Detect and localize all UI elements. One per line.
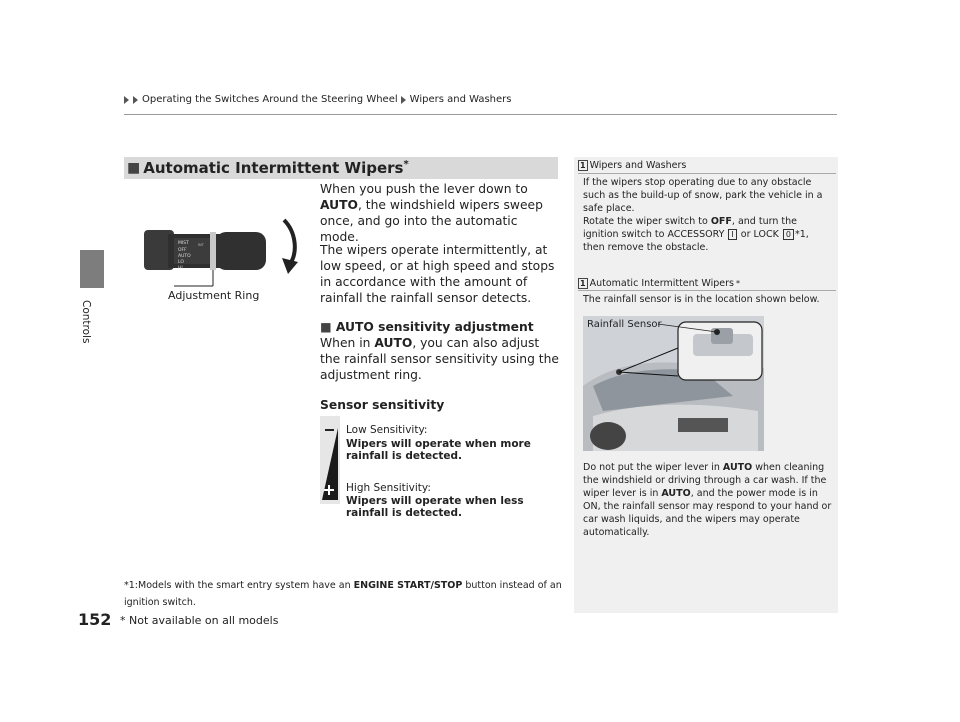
note-heading: 1 Automatic Intermittent Wipers * <box>580 278 740 289</box>
wiper-lever-illustration <box>124 182 308 299</box>
note-heading: 1 Wipers and Washers <box>580 160 687 171</box>
square-bullet-icon: ■ <box>127 160 141 176</box>
sensitivity-gauge <box>320 416 340 504</box>
svg-text:INT: INT <box>198 243 204 247</box>
square-bullet-icon: ■ <box>320 320 336 334</box>
high-sensitivity-title: High Sensitivity: <box>346 482 431 494</box>
svg-text:LO: LO <box>178 260 184 265</box>
note-divider <box>578 173 836 174</box>
section-heading <box>124 157 558 179</box>
low-sensitivity-title: Low Sensitivity: <box>346 424 428 436</box>
arrow-right-icon <box>124 96 129 104</box>
arrow-right-icon <box>133 96 138 104</box>
chapter-tab-marker <box>80 250 104 288</box>
rainfall-sensor-illustration <box>583 316 764 451</box>
section-title: Automatic Intermittent Wipers* <box>143 159 409 177</box>
breadcrumb-item: Wipers and Washers <box>409 94 512 105</box>
svg-text:OFF: OFF <box>178 248 187 253</box>
svg-text:AUTO: AUTO <box>178 254 191 259</box>
note-reference-icon: 1 <box>580 279 586 288</box>
breadcrumb-item: Operating the Switches Around the Steering Wheel <box>142 94 398 105</box>
footnote: *1:Models with the smart entry system have an ENGINE START/STOP button instead of an ignition switch. <box>124 580 562 608</box>
paragraph-operation: The wipers operate intermittently, at low speed, or at high speed and stops in accordance with the amount of rainfall the rainfall sensor detects. <box>320 243 555 305</box>
sensor-sensitivity-heading: Sensor sensitivity <box>320 398 445 412</box>
header-divider <box>124 114 837 115</box>
svg-text:MIST: MIST <box>178 241 189 246</box>
note-text: If the wipers stop operating due to any obstacle such as the build-up of snow, park the vehicle in a safe place. Rotate the wiper switch to OFF, and turn the ignition switch to ACCESSORY I or LOCK 0 *1, then remove the obstacle. <box>583 177 823 253</box>
paragraph-sensitivity: When in AUTO, you can also adjust the rainfall sensor sensitivity using the adjustment ring. <box>320 336 559 382</box>
breadcrumb <box>124 94 512 105</box>
note-reference-icon: 1 <box>580 161 586 170</box>
adjustment-ring-label: Adjustment Ring <box>168 289 260 302</box>
paragraph-auto-mode: When you push the lever down to AUTO, the windshield wipers sweep once, and go into the automatic mode. <box>320 182 543 244</box>
svg-text:HI: HI <box>178 266 183 271</box>
subsection-heading: ■ AUTO sensitivity adjustment <box>320 320 534 334</box>
rainfall-sensor-label: Rainfall Sensor <box>587 319 662 330</box>
ignition-key-icon: 0 <box>783 229 794 240</box>
low-sensitivity-desc: Wipers will operate when more rainfall is detected. <box>346 438 531 462</box>
high-sensitivity-desc: Wipers will operate when less rainfall is detected. <box>346 495 524 519</box>
arrow-right-icon <box>401 96 406 104</box>
page-number: 152 <box>78 610 112 629</box>
note-divider <box>578 290 836 291</box>
chapter-tab-label: Controls <box>80 300 92 344</box>
note-text: The rainfall sensor is in the location shown below. <box>583 294 820 305</box>
availability-note: * Not available on all models <box>120 614 279 627</box>
ignition-key-icon: I <box>728 229 736 240</box>
note-text: Do not put the wiper lever in AUTO when cleaning the windshield or driving through a car wash. If the wiper lever is in AUTO, and the power mode is in ON, the rainfall sensor may respond to your hand or car wash liquids, and the wipers may operate automatically. <box>583 462 832 538</box>
